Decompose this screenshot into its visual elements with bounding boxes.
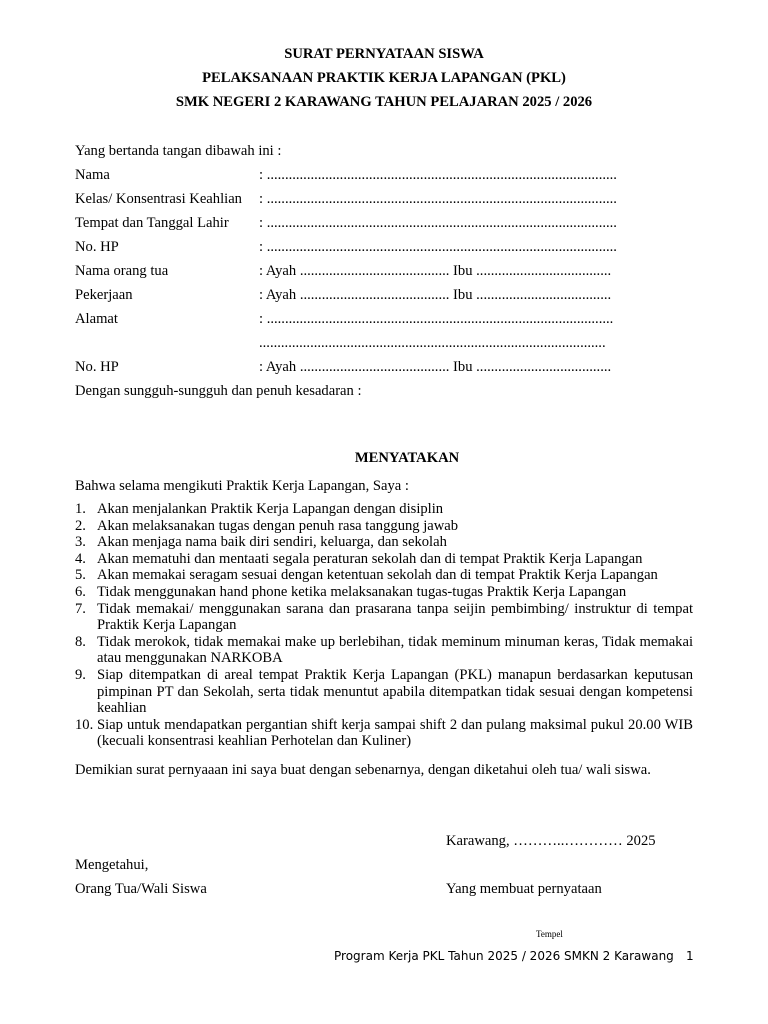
signer-label: Yang membuat pernyataan: [446, 881, 602, 897]
list-item: [75, 551, 693, 568]
field-label: Tempat dan Tanggal Lahir: [75, 215, 229, 231]
field-label: [75, 331, 259, 355]
list-text: Tidak memakai/ menggunakan sarana dan prasarana tanpa seijin pembimbing/ instruktur di tempat Praktik Kerja Lapangan: [97, 600, 693, 634]
field-label: Nama orang tua: [75, 263, 169, 279]
list-number: 5.: [75, 567, 86, 584]
list-number: 2.: [75, 517, 86, 534]
document-title: [0, 42, 768, 114]
list-number: 4.: [75, 550, 86, 567]
title-line-2: PELAKSANAAN PRAKTIK KERJA LAPANGAN (PKL): [202, 70, 566, 86]
place-date: Karawang, ………..………… 2025: [446, 833, 656, 849]
list-text: Siap ditempatkan di areal tempat Praktik Kerja Lapangan (PKL) manapun berdasarkan keputusan pimpinan PT dan Sekolah, serta tidak menuntut apabila ditempatkan tidak sesuai dengan kompetensi keahlian: [97, 666, 693, 717]
list-item: [75, 717, 693, 750]
field-label: No. HP: [75, 359, 119, 375]
field-value: : ................................................................................................: [259, 191, 617, 207]
acknowledged-label: Mengetahui,: [75, 857, 149, 873]
title-line-3: SMK NEGERI 2 KARAWANG TAHUN PELAJARAN 2025 / 2026: [175, 94, 593, 110]
list-number: 7.: [75, 600, 86, 617]
field-label: Nama: [75, 167, 110, 183]
list-item: [75, 501, 693, 518]
list-text: Tidak menggunakan hand phone ketika melaksanakan tugas-tugas Praktik Kerja Lapangan: [97, 583, 627, 600]
field-row-class: [75, 187, 617, 211]
field-value: : ................................................................................................: [259, 239, 617, 255]
list-text: Akan memakai seragam sesuai dengan ketentuan sekolah dan di tempat Praktik Kerja Lapangan: [97, 567, 658, 584]
list-number: 1.: [75, 501, 86, 517]
list-text: Akan melaksanakan tugas dengan penuh rasa tanggung jawab: [97, 517, 459, 534]
page-number: 1: [686, 949, 694, 963]
field-row-occupation: [75, 283, 617, 307]
list-number: 8.: [75, 633, 86, 650]
footer-text: Program Kerja PKL Tahun 2025 / 2026 SMKN 2 Karawang: [334, 949, 674, 963]
list-item: [75, 634, 693, 667]
field-row-birth: [75, 211, 617, 235]
field-value: ...............................................................................................: [259, 335, 606, 351]
field-value: : ................................................................................................: [259, 215, 617, 231]
field-label: No. HP: [75, 239, 119, 255]
list-item: [75, 584, 693, 601]
declaration-heading: MENYATAKAN: [354, 450, 460, 466]
identity-fields: [75, 163, 617, 379]
list-text: Akan menjalankan Praktik Kerja Lapangan dengan disiplin: [97, 501, 444, 517]
declaration-list: [75, 501, 693, 750]
field-value: : ................................................................................................: [259, 167, 617, 183]
field-value: : ...............................................................................................: [259, 311, 614, 327]
closing-statement: Demikian surat pernyaaan ini saya buat dengan sebenarnya, dengan diketahui oleh tua/ wali siswa.: [75, 762, 651, 778]
field-label: Kelas/ Konsentrasi Keahlian: [75, 191, 242, 207]
list-item: [75, 667, 693, 717]
field-row-parents: [75, 259, 617, 283]
list-item: [75, 567, 693, 584]
list-number: 6.: [75, 583, 86, 600]
field-row-address-cont: [75, 331, 617, 355]
field-value: : Ayah ......................................... Ibu .....................................: [259, 263, 612, 279]
title-line-1: SURAT PERNYATAAN SISWA: [284, 46, 484, 62]
parent-signature-label: Orang Tua/Wali Siswa: [75, 881, 207, 897]
field-label: Alamat: [75, 311, 118, 327]
closing-line: Dengan sungguh-sungguh dan penuh kesadaran :: [75, 383, 362, 399]
intro-text: Yang bertanda tangan dibawah ini :: [75, 143, 282, 159]
list-item: [75, 518, 693, 535]
declaration-lead: Bahwa selama mengikuti Praktik Kerja Lapangan, Saya :: [75, 478, 409, 494]
field-row-parent-phone: [75, 355, 617, 379]
list-number: 9.: [75, 666, 86, 683]
list-text: Tidak merokok, tidak memakai make up berlebihan, tidak meminum minuman keras, Tidak memakai atau menggunakan NARKOBA: [97, 633, 693, 667]
list-text: Akan menjaga nama baik diri sendiri, keluarga, dan sekolah: [97, 534, 447, 551]
field-value: : Ayah ......................................... Ibu .....................................: [259, 287, 612, 303]
list-text: Siap untuk mendapatkan pergantian shift kerja sampai shift 2 dan pulang maksimal pukul 20.00 WIB (kecuali konsentrasi keahlian Perhotelan dan Kuliner): [97, 716, 693, 750]
field-row-name: [75, 163, 617, 187]
field-value: : Ayah ......................................... Ibu .....................................: [259, 359, 612, 375]
field-row-phone: [75, 235, 617, 259]
list-item: [75, 601, 693, 634]
list-number: 10.: [75, 716, 94, 733]
list-item: [75, 534, 693, 551]
field-label: Pekerjaan: [75, 287, 133, 303]
list-number: 3.: [75, 534, 86, 551]
field-row-address: [75, 307, 617, 331]
stamp-label: Tempel: [536, 929, 563, 939]
list-text: Akan mematuhi dan mentaati segala peraturan sekolah dan di tempat Praktik Kerja Lapangan: [97, 550, 643, 567]
